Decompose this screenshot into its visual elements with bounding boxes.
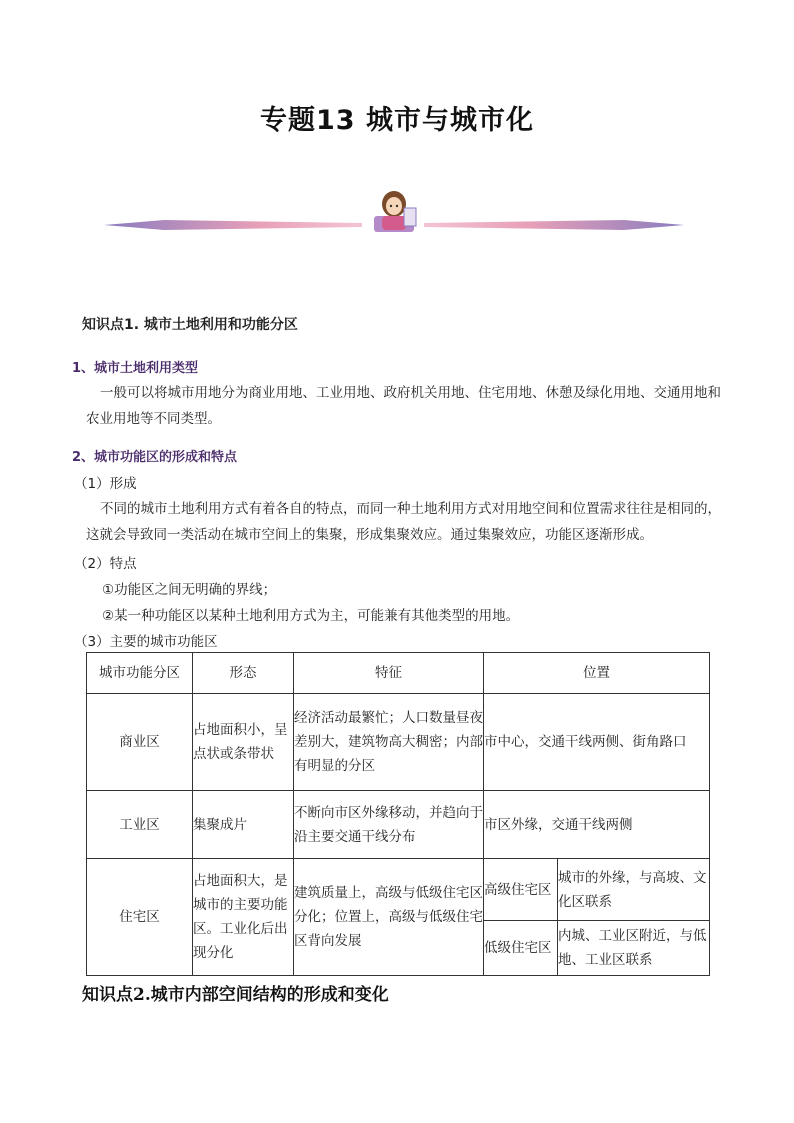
teacher-girl-icon [368,186,420,234]
formation-paragraph: 不同的城市土地利用方式有着各自的特点，而同一种土地利用方式对用地空间和位置需求往往是相同的，这就会导致同一类活动在城市空间上的集聚，形成集聚效应。通过集聚效应，功能区逐渐形成。 [86,501,721,543]
section-2-heading: 2、城市功能区的形成和特点 [72,450,238,465]
feature-cell: 建筑质量上，高级与低级住宅区分化；位置上，高级与低级住宅区背向发展 [294,859,484,976]
table-header-cell: 位置 [484,653,710,694]
section-1-heading: 1、城市土地利用类型 [72,361,199,376]
table-header-cell: 特征 [294,653,484,694]
table-row [87,791,710,859]
table-header-row [87,653,710,694]
subzone-cell: 低级住宅区 [484,921,558,976]
location-cell: 市区外缘，交通干线两侧 [484,791,710,859]
location-cell: 内城、工业区附近，与低地、工业区联系 [558,921,710,976]
knowledge-point-2-heading: 知识点2.城市内部空间结构的形成和变化 [82,985,389,1005]
location-cell: 市中心，交通干线两侧、街角路口 [484,694,710,791]
subheading-formation: （1）形成 [74,476,137,492]
subzone-cell: 高级住宅区 [484,859,558,921]
zone-cell: 商业区 [87,694,193,791]
table-row [87,694,710,791]
function-zone-table [86,652,710,976]
knowledge-point-1-heading: 知识点1. 城市土地利用和功能分区 [82,317,298,333]
feature-cell: 不断向市区外缘移动，并趋向于沿主要交通干线分布 [294,791,484,859]
decorative-divider-left [104,218,362,232]
page-title: 专题13 城市与城市化 [260,105,534,136]
table-header-cell: 城市功能分区 [87,653,193,694]
subheading-features: （2）特点 [74,556,137,572]
table-row [87,859,710,921]
table-header-cell: 形态 [193,653,294,694]
subheading-main-zones: （3）主要的城市功能区 [74,634,218,650]
decorative-divider-right [424,218,684,232]
form-cell: 占地面积大，是城市的主要功能区。工业化后出现分化 [193,859,294,976]
feature-item-2: ②某一种功能区以某种土地利用方式为主，可能兼有其他类型的用地。 [102,608,520,624]
zone-cell: 住宅区 [87,859,193,976]
feature-cell: 经济活动最繁忙；人口数量昼夜差别大，建筑物高大稠密；内部有明显的分区 [294,694,484,791]
form-cell: 集聚成片 [193,791,294,859]
zone-cell: 工业区 [87,791,193,859]
feature-item-1: ①功能区之间无明确的界线； [102,582,277,598]
section-1-paragraph: 一般可以将城市用地分为商业用地、工业用地、政府机关用地、住宅用地、休憩及绿化用地、交通用地和农业用地等不同类型。 [86,385,721,427]
form-cell: 占地面积小，呈点状或条带状 [193,694,294,791]
location-cell: 城市的外缘，与高坡、文化区联系 [558,859,710,921]
